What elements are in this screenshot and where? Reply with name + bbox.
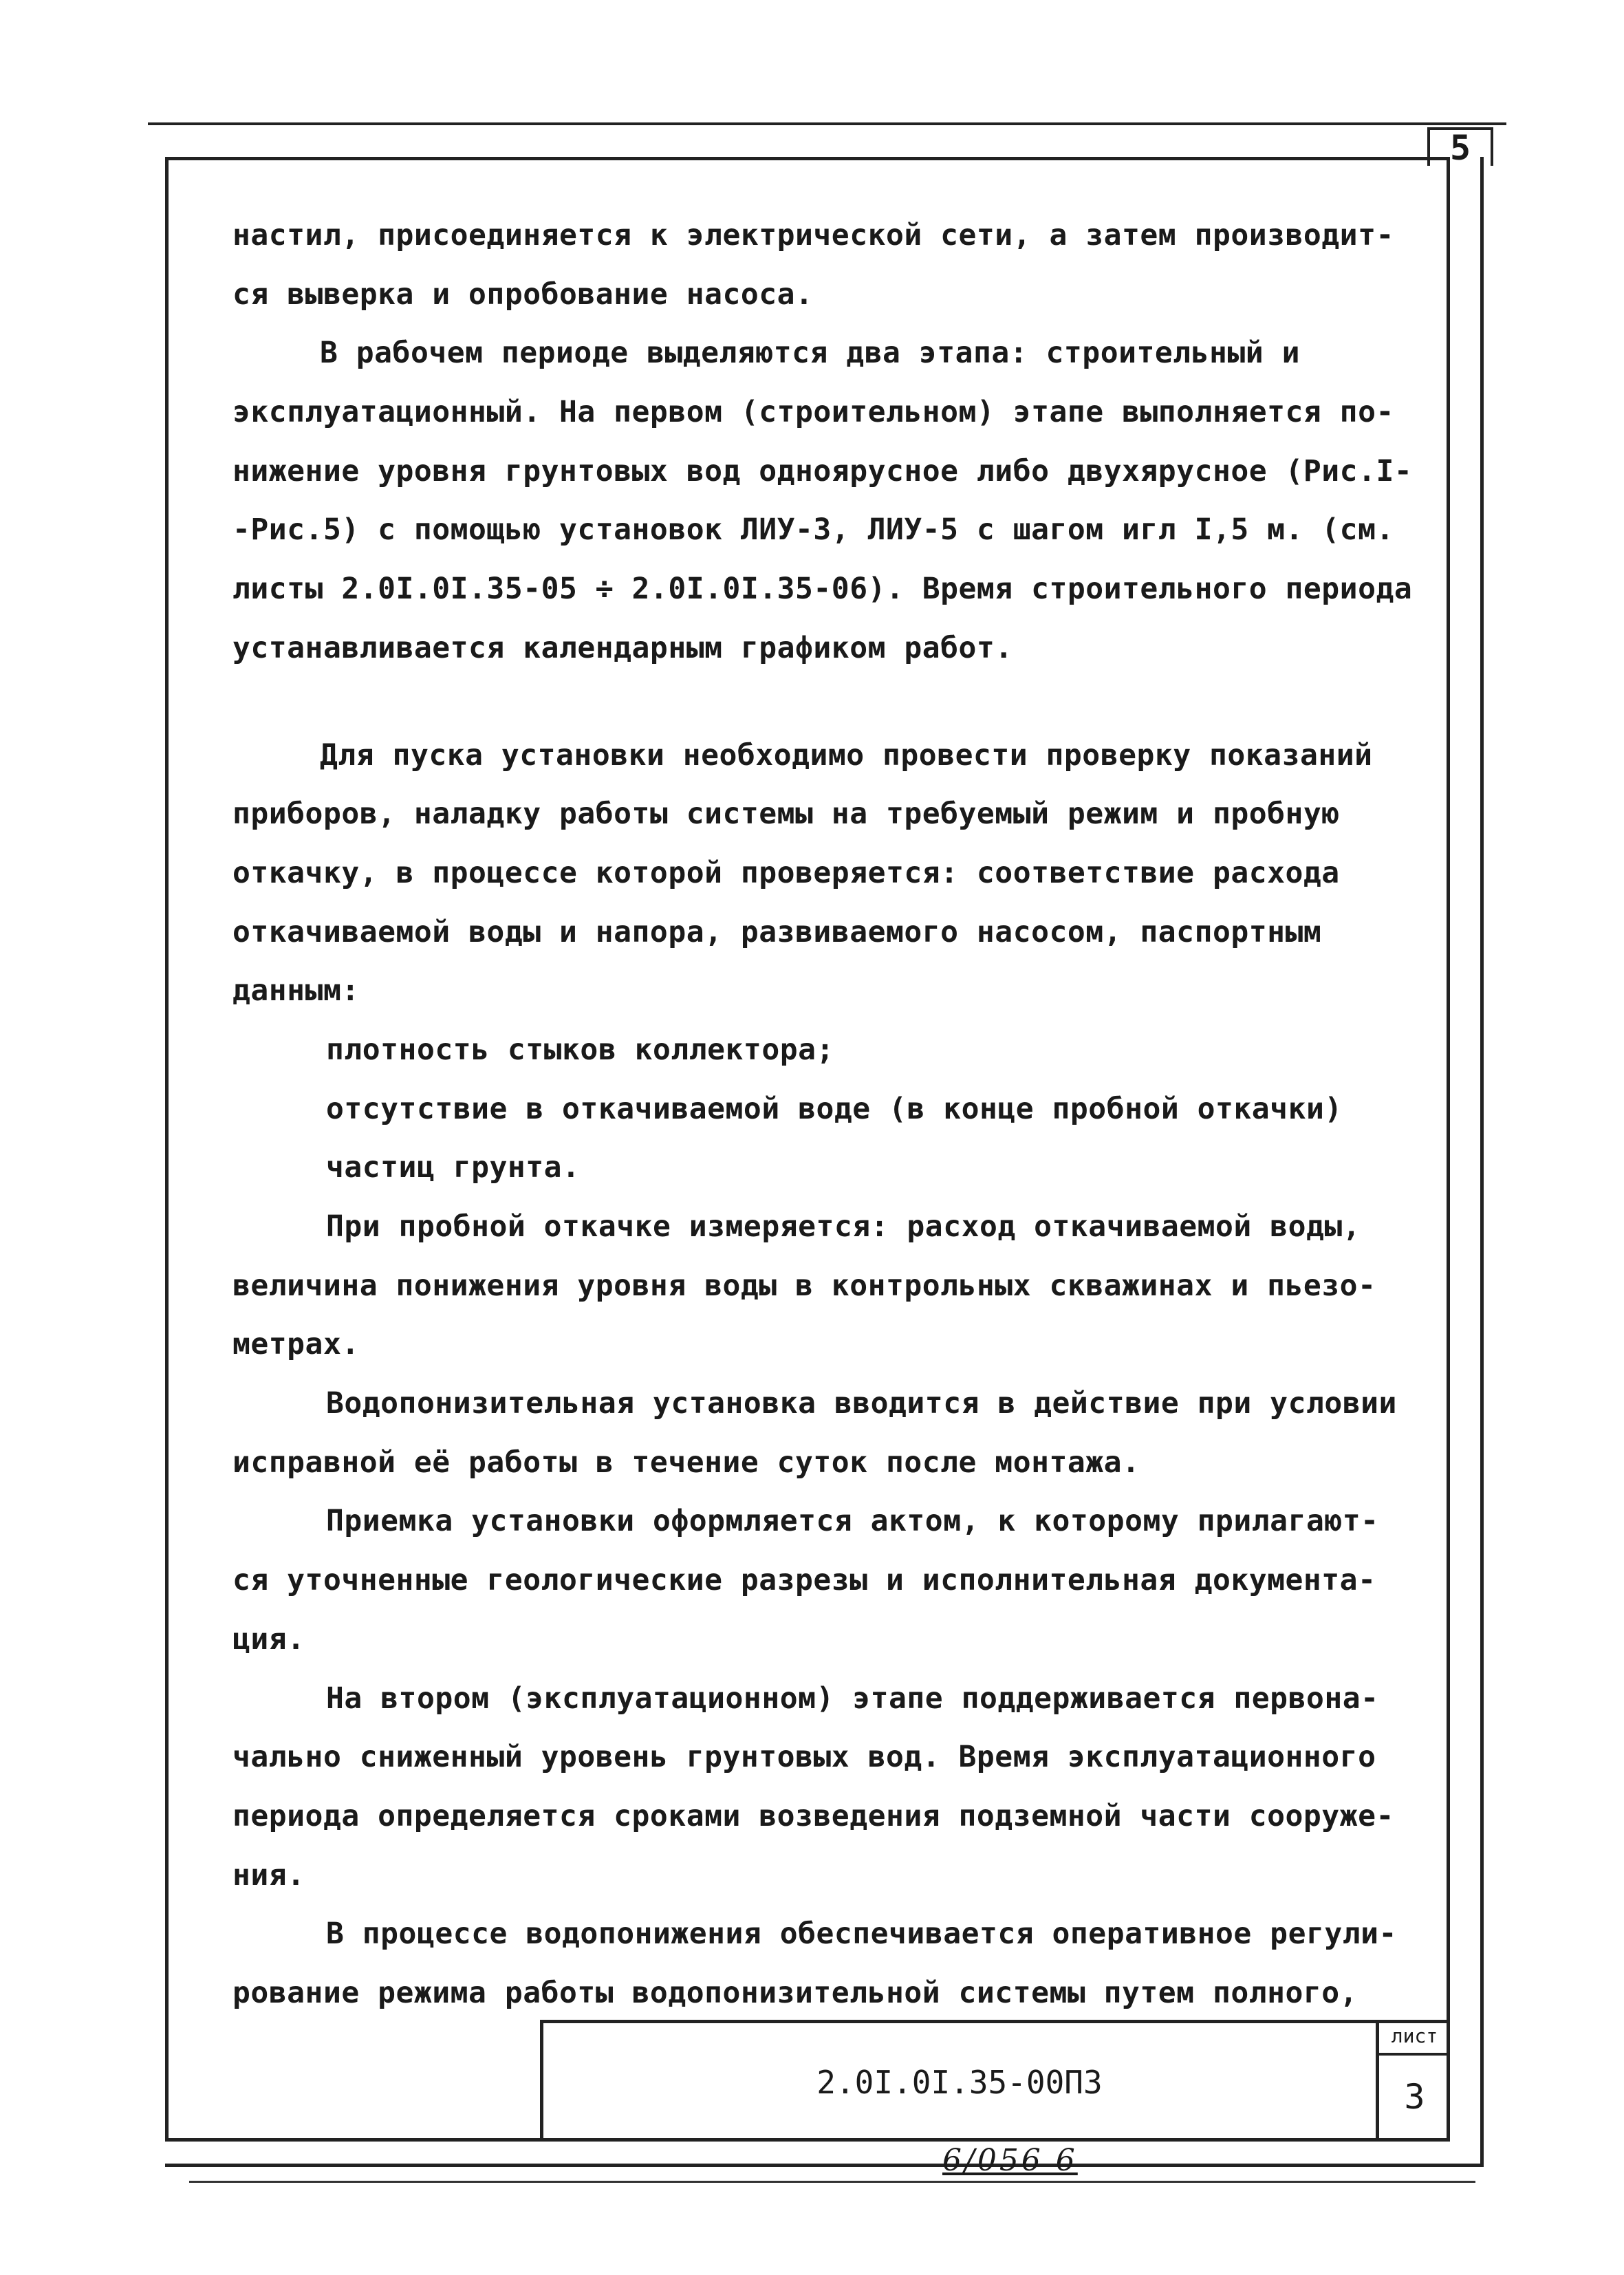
- text-line: При пробной откачке измеряется: расход откачиваемой воды,: [326, 1209, 1361, 1244]
- handwritten-inventory-number: 6/056 6: [942, 2143, 1078, 2178]
- frame-bottom-edge: [165, 2164, 1484, 2167]
- sheet-cell: [1376, 2020, 1450, 2138]
- bottom-rule: [189, 2181, 1475, 2183]
- corner-page-number: 5: [1427, 127, 1493, 166]
- text-line: периода определяется сроками возведения подземной части сооруже-: [232, 1798, 1394, 1833]
- text-line: На втором (эксплуатационном) этапе поддерживается первона-: [326, 1681, 1379, 1716]
- text-line: величина понижения уровня воды в контрольных скважинах и пьезо-: [232, 1268, 1376, 1303]
- text-line: метрах.: [232, 1327, 360, 1362]
- text-line: Для пуска установки необходимо провести проверку показаний: [320, 737, 1373, 773]
- text-line: ся выверка и опробование насоса.: [232, 277, 814, 312]
- text-line: нижение уровня грунтовых вод одноярусное либо двухярусное (Рис.I-: [232, 453, 1413, 488]
- text-line: ция.: [232, 1621, 305, 1657]
- text-line: листы 2.0I.0I.35-05 ÷ 2.0I.0I.35-06). Время строительного периода: [232, 572, 1413, 607]
- text-line: ся уточненные геологические разрезы и исполнительная документа-: [232, 1563, 1376, 1598]
- text-line: исправной её работы в течение суток после монтажа.: [232, 1445, 1140, 1480]
- text-line: настил, присоединяется к электрической сети, а затем производит-: [232, 218, 1394, 252]
- text-line: приборов, наладку работы системы на требуемый режим и пробную: [232, 797, 1340, 832]
- sheet-label: лист: [1379, 2020, 1450, 2056]
- sheet-number: 3: [1404, 2077, 1425, 2117]
- text-line: устанавливается календарным графиком работ.: [232, 630, 1013, 665]
- title-block: [540, 2020, 1447, 2138]
- text-line: откачку, в процессе которой проверяется: соответствие расхода: [232, 855, 1340, 890]
- text-line: плотность стыков коллектора;: [326, 1032, 834, 1067]
- top-rule: [148, 122, 1506, 125]
- text-line: эксплуатационный. На первом (строительном) этапе выполняется по-: [232, 395, 1394, 430]
- paragraph-gap: [232, 678, 1429, 726]
- text-line: чально сниженный уровень грунтовых вод. Время эксплуатационного: [232, 1740, 1376, 1775]
- text-line: отсутствие в откачиваемой воде (в конце пробной откачки): [326, 1091, 1343, 1126]
- frame-right-edge: [1480, 157, 1484, 2166]
- text-line: Приемка установки оформляется актом, к которому прилагают-: [326, 1504, 1379, 1539]
- text-line: Водопонизительная установка вводится в действие при условии: [326, 1386, 1397, 1421]
- text-line: данным:: [232, 973, 360, 1009]
- text-line: рование режима работы водопонизительной системы путем полного,: [232, 1975, 1358, 2010]
- text-line: откачиваемой воды и напора, развиваемого насосом, паспортным: [232, 914, 1322, 949]
- text-line: В рабочем периоде выделяются два этапа: строительный и: [320, 336, 1300, 371]
- text-line: частиц грунта.: [326, 1150, 581, 1185]
- document-code: 2.0I.0I.35-00ПЗ: [816, 2064, 1103, 2101]
- text-line: -Рис.5) с помощью установок ЛИУ-3, ЛИУ-5 с шагом игл I,5 м. (см.: [232, 513, 1394, 548]
- text-line: В процессе водопонижения обеспечивается оперативное регули-: [326, 1917, 1397, 1952]
- document-body: [232, 206, 1429, 2023]
- text-line: ния.: [232, 1857, 305, 1893]
